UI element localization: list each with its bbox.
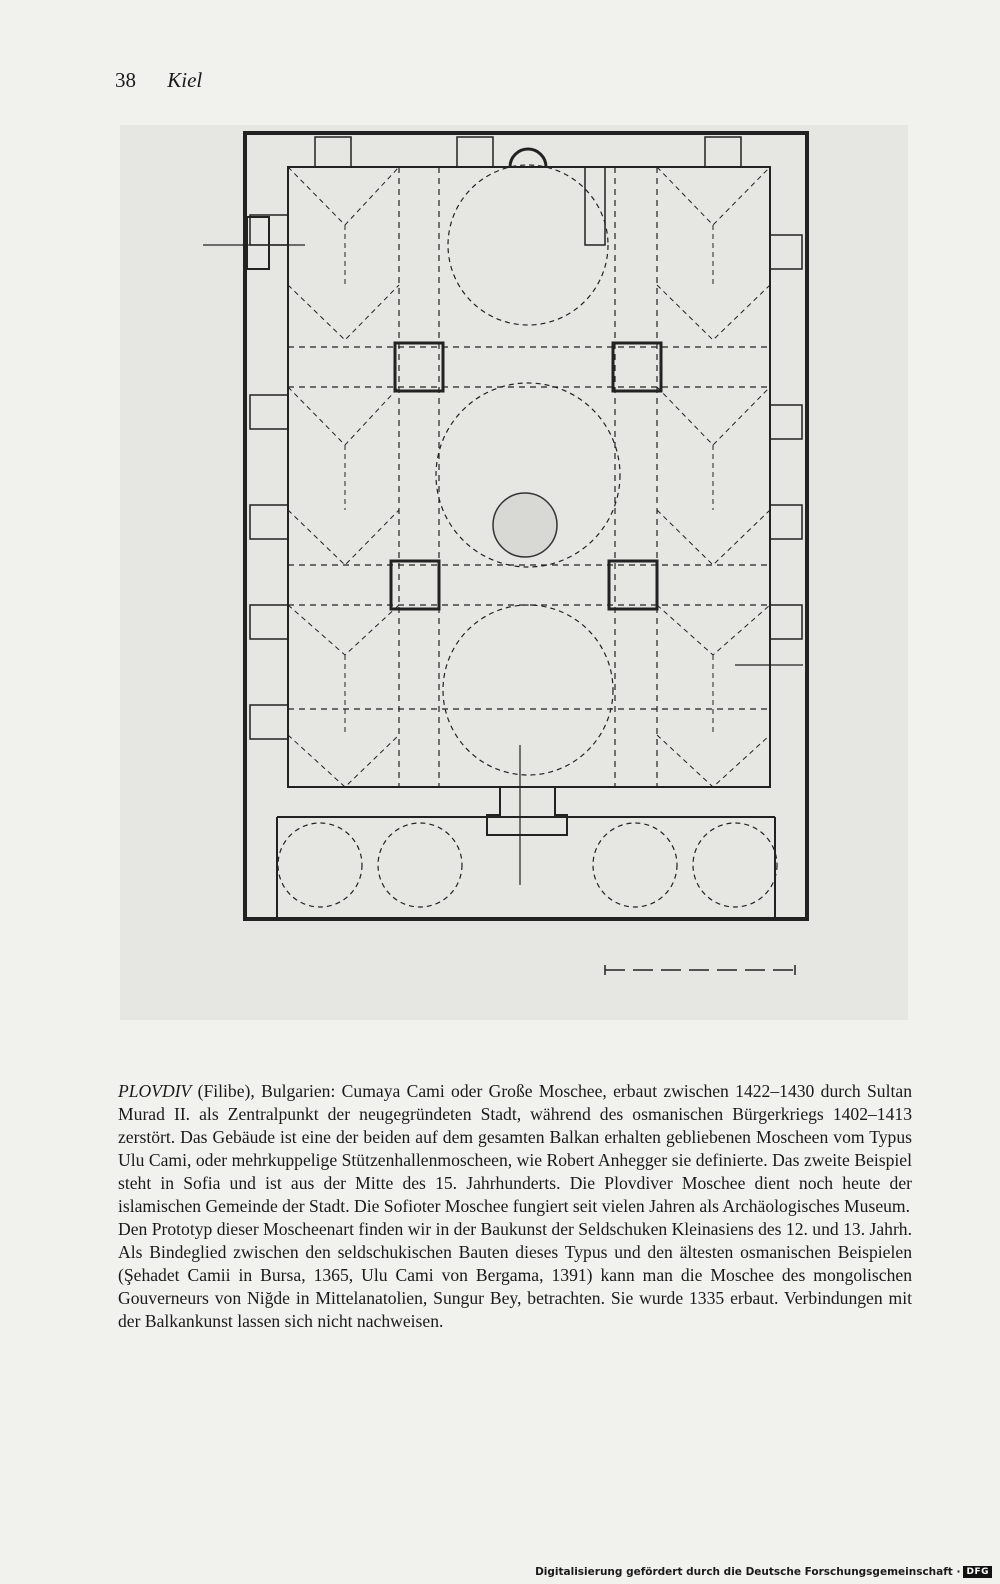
digitization-footer [535, 1566, 992, 1578]
pier [613, 343, 661, 391]
pier [395, 343, 443, 391]
caption-paragraph-1-text: (Filibe), Bulgarien: Cumaya Cami oder Große Moschee, erbaut zwischen 1422–1430 durch Sultan Murad II. als Zentralpunkt der neugegründeten Stadt, während des osmanischen Bürgerkriegs 1402–1413 zerstört. Das Gebäude ist eine der beiden auf dem gesamten Balkan erhalten gebliebenen Moscheen vom Typus Ulu Cami, oder mehrkuppelige Stützenhallenmoscheen, wie Robert Anhegger sie definierte. Das zweite Beispiel steht in Sofia und ist aus der Mitte des 15. Jahrhunderts. Die Plovdiver Moschee dient noch heute der islamischen Gemeinde der Stadt. Die Sofioter Moschee fungiert seit vielen Jahren als Archäologisches Museum. [118, 1081, 912, 1216]
footer-text: Digitalisierung gefördert durch die Deutsche Forschungsgemeinschaft · [535, 1566, 961, 1578]
mosque-floor-plan [195, 125, 835, 1005]
pier [609, 561, 657, 609]
caption-paragraph-2: Den Prototyp dieser Moscheenart finden wir in der Baukunst der Seldschuken Kleinasiens des 12. und 13. Jahrh. Als Bindeglied zwischen den seldschukischen Bauten dieses Typus und den ältesten osmanischen Beispielen (Şehadet Camii in Bursa, 1365, Ulu Cami von Bergama, 1391) kann man die Moschee des mongolischen Gouverneurs von Niğde in Mittelanatolien, Sungur Bey, betrachten. Sie wurde 1335 erbaut. Verbindungen mit der Balkankunst lassen sich nicht nachweisen. [118, 1219, 912, 1331]
pier [391, 561, 439, 609]
page-header [115, 68, 202, 93]
stamp [493, 493, 557, 557]
dome [448, 165, 608, 325]
mihrab [510, 149, 546, 167]
page-number: 38 [115, 68, 136, 92]
running-head-author: Kiel [167, 68, 203, 92]
caption-paragraph-1 [118, 1080, 912, 1218]
scale-bar [605, 965, 795, 975]
minbar [585, 167, 605, 245]
dome [443, 605, 613, 775]
caption-place: PLOVDIV [118, 1081, 192, 1101]
dfg-logo: DFG [963, 1566, 992, 1578]
main-entrance [487, 787, 567, 835]
figure-caption [118, 1080, 912, 1333]
prayer-hall-inner-wall [288, 167, 770, 787]
